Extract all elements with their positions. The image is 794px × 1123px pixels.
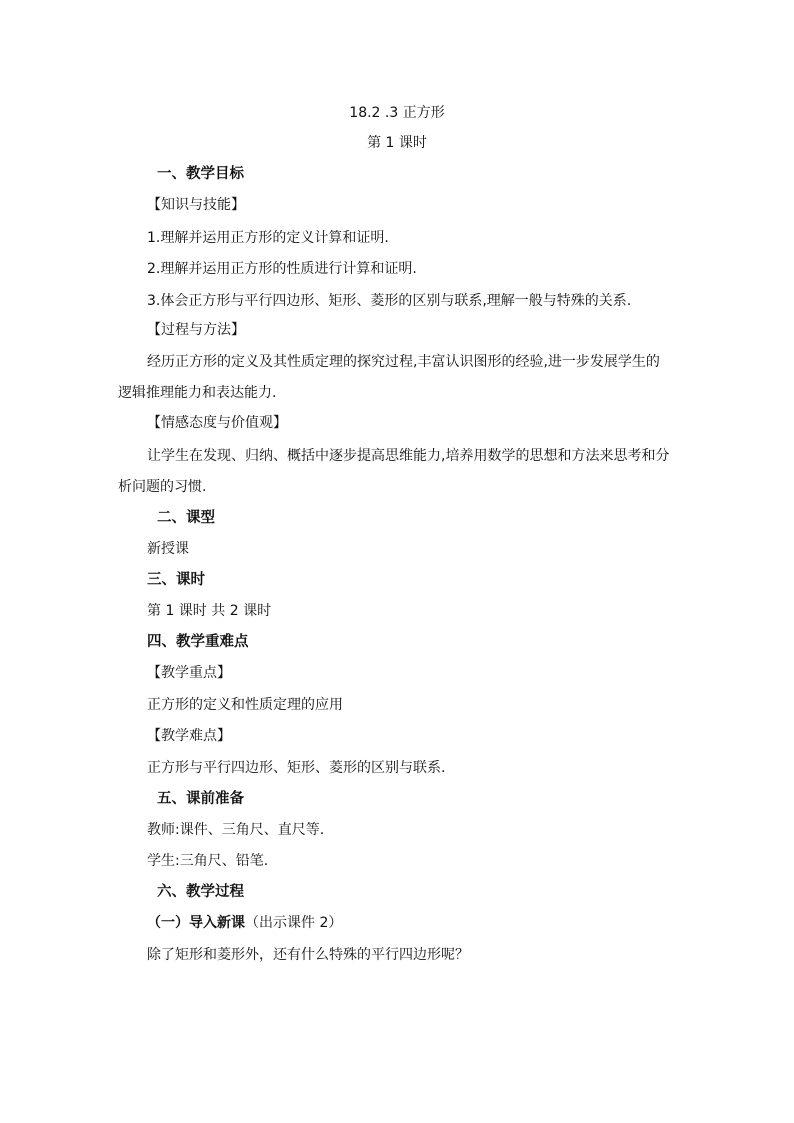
section-heading-periods: 三、课时 bbox=[147, 572, 205, 588]
subheading-knowledge-skills: 【知识与技能】 bbox=[147, 197, 245, 213]
paragraph: 经历正方形的定义及其性质定理的探究过程,丰富认识图形的经验,进一步发展学生的 bbox=[147, 354, 660, 370]
paragraph: 新授课 bbox=[147, 541, 189, 557]
paragraph: 正方形与平行四边形、矩形、菱形的区别与联系. bbox=[147, 760, 446, 776]
paragraph: 2.理解并运用正方形的性质进行计算和证明. bbox=[147, 261, 417, 277]
subsection-intro-title: （一）导入新课 bbox=[147, 915, 245, 931]
paragraph: 学生:三角尺、铅笔. bbox=[147, 853, 269, 869]
subheading-attitudes-values: 【情感态度与价值观】 bbox=[147, 415, 287, 431]
document-title: 18.2 .3 正方形 bbox=[349, 105, 445, 121]
section-heading-preparation: 五、课前准备 bbox=[157, 791, 244, 807]
paragraph: 第 1 课时 共 2 课时 bbox=[147, 603, 272, 619]
section-heading-process: 六、教学过程 bbox=[157, 884, 244, 900]
paragraph-continuation: 逻辑推理能力和表达能力. bbox=[118, 385, 277, 401]
paragraph-continuation: 析问题的习惯. bbox=[118, 479, 207, 495]
paragraph: 教师:课件、三角尺、直尺等. bbox=[147, 822, 325, 838]
section-heading-lesson-type: 二、课型 bbox=[157, 510, 215, 526]
document-subtitle: 第 1 课时 bbox=[367, 135, 427, 151]
paragraph: 3.体会正方形与平行四边形、矩形、菱形的区别与联系,理解一般与特殊的关系. bbox=[147, 293, 632, 309]
section-heading-key-points: 四、教学重难点 bbox=[147, 634, 249, 650]
subsection-intro bbox=[147, 914, 342, 932]
paragraph: 除了矩形和菱形外，还有什么特殊的平行四边形呢？ bbox=[147, 947, 469, 963]
subheading-process-methods: 【过程与方法】 bbox=[147, 322, 245, 338]
paragraph: 正方形的定义和性质定理的应用 bbox=[147, 697, 343, 713]
section-heading-objectives: 一、教学目标 bbox=[157, 166, 244, 182]
paragraph: 让学生在发现、归纳、概括中逐步提高思维能力,培养用数学的思想和方法来思考和分 bbox=[147, 448, 670, 464]
subheading-teaching-difficulty: 【教学难点】 bbox=[147, 728, 231, 744]
paragraph: 1.理解并运用正方形的定义计算和证明. bbox=[147, 230, 389, 246]
subsection-intro-note: （出示课件 2） bbox=[245, 915, 343, 931]
subheading-teaching-focus: 【教学重点】 bbox=[147, 665, 231, 681]
